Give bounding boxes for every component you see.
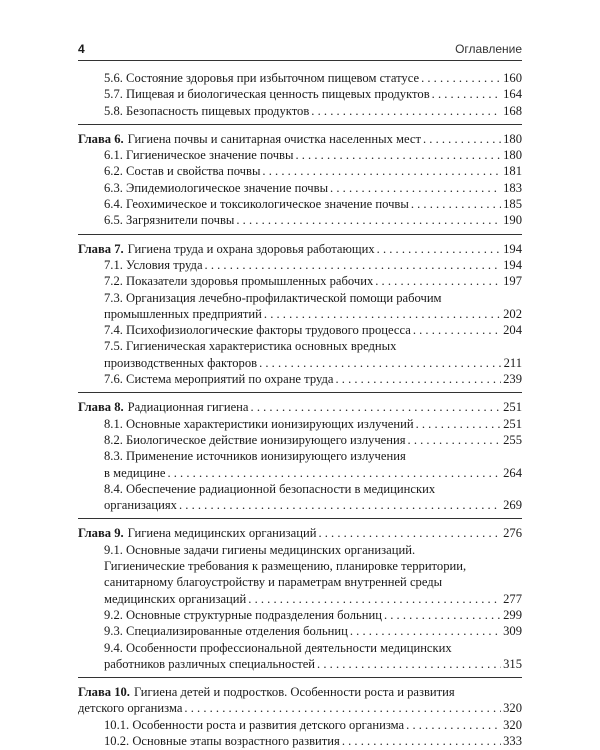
entry-page: 183 bbox=[503, 180, 522, 195]
toc-entry bbox=[78, 416, 522, 432]
chapter-label: Глава 7. bbox=[78, 241, 124, 256]
entry-title: Гигиена медицинских организаций bbox=[127, 526, 317, 541]
dot-leader bbox=[408, 432, 502, 448]
toc-entry-cont bbox=[78, 656, 522, 672]
entry-title: работников различных специальностей bbox=[104, 656, 316, 671]
entry-page: 320 bbox=[503, 701, 522, 716]
dot-leader bbox=[251, 399, 502, 415]
entry-page: 320 bbox=[503, 717, 522, 732]
dot-leader bbox=[421, 70, 501, 86]
page-number: 4 bbox=[78, 42, 85, 56]
dot-leader bbox=[259, 355, 501, 371]
toc-entry-cont bbox=[78, 306, 522, 322]
chapter-label: Глава 6. bbox=[78, 131, 124, 146]
entry-title: 7.1. Условия труда bbox=[104, 257, 203, 272]
entry-page: 269 bbox=[503, 498, 522, 513]
chapter-label: Глава 9. bbox=[78, 526, 124, 541]
toc-entry bbox=[78, 147, 522, 163]
entry-title: Гигиена детей и подростков. Особенности роста и развития bbox=[133, 685, 455, 700]
entry-title: 7.2. Показатели здоровья промышленных рабочих bbox=[104, 274, 374, 289]
entry-page: 309 bbox=[503, 624, 522, 639]
entry-title: Гигиена почвы и санитарная очистка населенных мест bbox=[127, 131, 421, 146]
dot-leader bbox=[335, 371, 501, 387]
dot-leader bbox=[406, 717, 501, 733]
entry-page: 333 bbox=[503, 733, 522, 748]
entry-title: в медицине bbox=[104, 465, 166, 480]
section-divider bbox=[78, 234, 522, 235]
entry-title: 7.5. Гигиеническая характеристика основных вредных bbox=[104, 339, 397, 354]
entry-page: 251 bbox=[503, 416, 522, 431]
chapter-heading bbox=[78, 241, 522, 257]
toc-section bbox=[78, 684, 522, 749]
section-divider bbox=[78, 677, 522, 678]
entry-page: 164 bbox=[503, 87, 522, 102]
dot-leader bbox=[248, 591, 501, 607]
entry-title: 6.1. Гигиеническое значение почвы bbox=[104, 148, 294, 163]
toc-section bbox=[78, 525, 522, 672]
dot-leader bbox=[264, 306, 501, 322]
toc-entry bbox=[78, 432, 522, 448]
toc-entry bbox=[78, 163, 522, 179]
page-header bbox=[78, 42, 522, 61]
entry-title: детского организма bbox=[78, 701, 183, 716]
entry-page: 168 bbox=[503, 103, 522, 118]
entry-page: 277 bbox=[503, 591, 522, 606]
toc-entry-cont bbox=[78, 497, 522, 513]
entry-page: 185 bbox=[503, 197, 522, 212]
entry-title: организациях bbox=[104, 498, 177, 513]
running-head: Оглавление bbox=[455, 42, 522, 56]
toc-entry bbox=[78, 481, 522, 497]
entry-title: 7.4. Психофизиологические факторы трудового процесса bbox=[104, 323, 411, 338]
chapter-label: Глава 8. bbox=[78, 400, 124, 415]
toc-entry bbox=[78, 607, 522, 623]
entry-title: производственных факторов bbox=[104, 355, 258, 370]
dot-leader bbox=[317, 656, 501, 672]
dot-leader bbox=[411, 196, 501, 212]
entry-page: 251 bbox=[503, 400, 522, 415]
chapter-heading bbox=[78, 399, 522, 415]
dot-leader bbox=[375, 273, 501, 289]
entry-title: 9.3. Специализированные отделения больниц bbox=[104, 624, 348, 639]
entry-title: 6.3. Эпидемиологическое значение почвы bbox=[104, 180, 329, 195]
toc-entry bbox=[78, 273, 522, 289]
toc-entry bbox=[78, 103, 522, 119]
dot-leader bbox=[416, 416, 502, 432]
toc-entry bbox=[78, 180, 522, 196]
toc-entry bbox=[78, 542, 522, 558]
entry-page: 181 bbox=[503, 164, 522, 179]
toc-entry bbox=[78, 371, 522, 387]
entry-page: 299 bbox=[503, 607, 522, 622]
entry-title: 6.4. Геохимическое и токсикологическое значение почвы bbox=[104, 197, 409, 212]
entry-page: 264 bbox=[503, 465, 522, 480]
dot-leader bbox=[311, 103, 501, 119]
chapter-label: Глава 10. bbox=[78, 685, 130, 700]
entry-title: медицинских организаций bbox=[104, 591, 247, 606]
dot-leader bbox=[377, 241, 501, 257]
dot-leader bbox=[384, 607, 501, 623]
entry-page: 276 bbox=[503, 526, 522, 541]
toc-entry bbox=[78, 623, 522, 639]
entry-title: 7.6. Система мероприятий по охране труда bbox=[104, 372, 334, 387]
chapter-heading-cont bbox=[78, 700, 522, 716]
dot-leader bbox=[350, 623, 501, 639]
entry-page: 190 bbox=[503, 213, 522, 228]
entry-title: Радиационная гигиена bbox=[127, 400, 249, 415]
toc-section bbox=[78, 241, 522, 388]
entry-title: 10.1. Особенности роста и развития детского организма bbox=[104, 717, 405, 732]
entry-title: 8.4. Обеспечение радиационной безопасности в медицинских bbox=[104, 481, 436, 496]
entry-page: 194 bbox=[503, 241, 522, 256]
toc-entry-cont bbox=[78, 558, 522, 574]
chapter-heading bbox=[78, 684, 522, 700]
toc-entry bbox=[78, 717, 522, 733]
entry-title: 5.7. Пищевая и биологическая ценность пищевых продуктов bbox=[104, 87, 430, 102]
dot-leader bbox=[262, 163, 501, 179]
entry-page: 180 bbox=[503, 131, 522, 146]
entry-title: 8.3. Применение источников ионизирующего излучения bbox=[104, 449, 406, 464]
dot-leader bbox=[423, 131, 501, 147]
entry-title: 9.4. Особенности профессиональной деятельности медицинских bbox=[104, 640, 452, 655]
section-divider bbox=[78, 124, 522, 125]
toc-entry-cont bbox=[78, 355, 522, 371]
table-of-contents bbox=[78, 70, 522, 749]
chapter-heading bbox=[78, 131, 522, 147]
entry-page: 239 bbox=[503, 372, 522, 387]
dot-leader bbox=[295, 147, 501, 163]
entry-page: 194 bbox=[503, 257, 522, 272]
toc-entry bbox=[78, 290, 522, 306]
entry-title: 5.6. Состояние здоровья при избыточном пищевом статусе bbox=[104, 71, 420, 85]
toc-entry bbox=[78, 70, 522, 86]
toc-entry bbox=[78, 640, 522, 656]
entry-page: 315 bbox=[503, 656, 522, 671]
dot-leader bbox=[167, 465, 501, 481]
dot-leader bbox=[330, 180, 501, 196]
entry-title: 7.3. Организация лечебно-профилактической помощи рабочим bbox=[104, 290, 442, 305]
entry-title: 8.1. Основные характеристики ионизирующих излучений bbox=[104, 416, 414, 431]
toc-section bbox=[78, 399, 522, 513]
entry-page: 197 bbox=[503, 274, 522, 289]
entry-title: 6.2. Состав и свойства почвы bbox=[104, 164, 261, 179]
toc-entry bbox=[78, 322, 522, 338]
dot-leader bbox=[179, 497, 501, 513]
toc-section bbox=[78, 70, 522, 119]
entry-title: 10.2. Основные этапы возрастного развития bbox=[104, 733, 340, 748]
entry-title: 9.2. Основные структурные подразделения больниц bbox=[104, 607, 382, 622]
toc-entry bbox=[78, 257, 522, 273]
entry-title: 9.1. Основные задачи гигиены медицинских организаций. bbox=[104, 542, 416, 557]
dot-leader bbox=[432, 86, 501, 102]
entry-title: санитарному благоустройству и параметрам внутренней среды bbox=[104, 575, 443, 590]
entry-page: 204 bbox=[503, 323, 522, 338]
dot-leader bbox=[184, 700, 501, 716]
dot-leader bbox=[318, 525, 501, 541]
toc-entry bbox=[78, 338, 522, 354]
entry-page: 202 bbox=[503, 306, 522, 321]
toc-section bbox=[78, 131, 522, 229]
toc-entry bbox=[78, 733, 522, 749]
dot-leader bbox=[205, 257, 502, 273]
entry-page: 180 bbox=[503, 148, 522, 163]
entry-title: 6.5. Загрязнители почвы bbox=[104, 213, 235, 228]
dot-leader bbox=[342, 733, 501, 749]
entry-page: 211 bbox=[503, 355, 522, 370]
entry-title: 8.2. Биологическое действие ионизирующего излучения bbox=[104, 432, 406, 447]
toc-entry-cont bbox=[78, 574, 522, 590]
toc-entry bbox=[78, 212, 522, 228]
toc-entry bbox=[78, 448, 522, 464]
dot-leader bbox=[236, 212, 501, 228]
entry-title: Гигиена труда и охрана здоровья работающих bbox=[127, 241, 375, 256]
entry-title: 5.8. Безопасность пищевых продуктов bbox=[104, 103, 310, 118]
entry-page: 160 bbox=[503, 71, 522, 85]
section-divider bbox=[78, 392, 522, 393]
entry-title: промышленных предприятий bbox=[104, 306, 262, 321]
toc-entry bbox=[78, 196, 522, 212]
entry-page: 255 bbox=[503, 432, 522, 447]
toc-entry bbox=[78, 86, 522, 102]
section-divider bbox=[78, 518, 522, 519]
entry-title: Гигиенические требования к размещению, планировке территории, bbox=[104, 559, 467, 574]
toc-entry-cont bbox=[78, 591, 522, 607]
chapter-heading bbox=[78, 525, 522, 541]
toc-entry-cont bbox=[78, 465, 522, 481]
dot-leader bbox=[413, 322, 501, 338]
